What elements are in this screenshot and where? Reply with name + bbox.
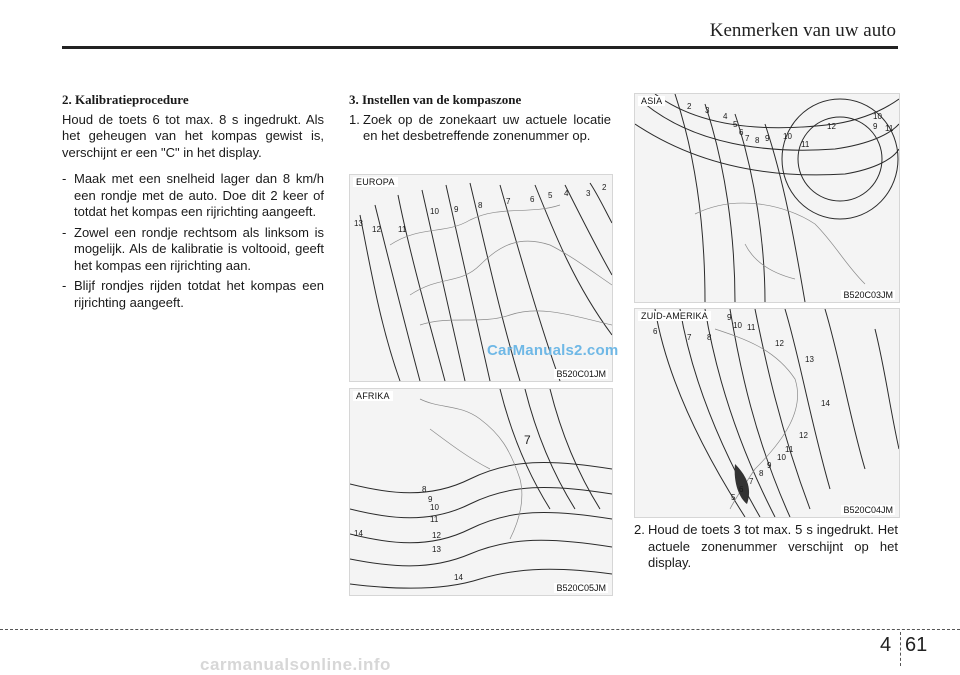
zone-number: 11: [885, 124, 894, 133]
zone-number: 8: [478, 201, 483, 210]
zone-number: 9: [727, 313, 732, 322]
zone-number: 9: [767, 461, 772, 470]
zone-number: 10: [783, 132, 792, 141]
page-number-separator: [900, 632, 902, 666]
zone-number: 12: [775, 339, 784, 348]
zone-number: 6: [653, 327, 658, 336]
page-header-title: Kenmerken van uw auto: [709, 20, 896, 41]
map-code: B520C03JM: [843, 290, 893, 300]
chapter-number: 4: [880, 634, 892, 656]
zone-number: 5: [548, 191, 553, 200]
asia-isolines: [635, 94, 899, 302]
zone-number: 7: [506, 197, 511, 206]
zone-number: 11: [801, 140, 810, 149]
zone-number: 9: [873, 122, 878, 131]
zone-number: 12: [799, 431, 808, 440]
zone-number: 3: [586, 189, 591, 198]
zone-number: 8: [707, 333, 712, 342]
zone-number: 10: [873, 112, 882, 121]
zone-number: 5: [731, 493, 736, 502]
calibration-heading: 2. Kalibratieprocedure: [62, 92, 189, 107]
zone-number: 11: [747, 323, 756, 332]
zone-number: 13: [432, 545, 441, 554]
calibration-steps: [62, 171, 324, 311]
zone-number: 10: [430, 503, 439, 512]
zone-number: 13: [354, 219, 363, 228]
zone-number: 7: [745, 134, 750, 143]
zone-number: 2: [687, 102, 692, 111]
africa-isolines: [350, 389, 612, 595]
map-code: B520C01JM: [556, 369, 606, 379]
zone-number: 6: [739, 485, 744, 494]
zone-number: 10: [733, 321, 742, 330]
zone-number: 8: [422, 485, 427, 494]
middle-column: [349, 92, 611, 145]
asia-zone-map: [634, 93, 900, 303]
zone-number: 9: [765, 134, 770, 143]
right-column: [634, 522, 898, 572]
zone-step-1: 1. Zoek op de zonekaart uw actuele locatie en het desbetreffende zonenummer op.: [349, 111, 611, 143]
zone-number: 7: [687, 333, 692, 342]
zone-number: 10: [430, 207, 439, 216]
calibration-intro: Houd de toets 6 tot max. 8 s ingedrukt. Als het geheugen van het kompas gewist is, verschijnt er een "C" in het display.: [62, 111, 324, 160]
header-rule: [62, 46, 898, 49]
zone-number: 13: [805, 355, 814, 364]
page-number: 61: [905, 634, 928, 656]
zone-number: 11: [785, 445, 794, 454]
africa-zone-map: [349, 388, 613, 596]
zone-number: 12: [372, 225, 381, 234]
map-region-label: ASIA: [638, 96, 665, 106]
zone-number: 12: [827, 122, 836, 131]
zone-number: 8: [759, 469, 764, 478]
calibration-step: - Blijf rondjes rijden totdat het kompas een rijrichting aangeeft.: [62, 278, 324, 310]
zone-number: 7: [524, 433, 531, 447]
map-region-label: AFRIKA: [353, 391, 393, 401]
zone-number: 5: [733, 120, 738, 129]
site-watermark: CarManuals2.com: [487, 342, 619, 359]
zone-number: 8: [755, 136, 760, 145]
south-america-isolines: [635, 309, 899, 517]
zone-number: 14: [354, 529, 363, 538]
zone-number: 9: [428, 495, 433, 504]
zone-number: 14: [454, 573, 463, 582]
zone-number: 10: [777, 453, 786, 462]
bottom-site-watermark: carmanualsonline.info: [200, 655, 391, 674]
zone-number: 11: [398, 225, 407, 234]
map-region-label: ZUID-AMERIKA: [638, 311, 711, 321]
map-code: B520C04JM: [843, 505, 893, 515]
map-code: B520C05JM: [556, 583, 606, 593]
zone-number: 6: [739, 128, 744, 137]
zone-number: 14: [821, 399, 830, 408]
zone-number: 4: [564, 189, 569, 198]
calibration-step: - Maak met een snelheid lager dan 8 km/h een rondje met de auto. Doe dit 2 keer of totdat het kompas een rijrichting aangeeft.: [62, 171, 324, 219]
zone-number: 9: [454, 205, 459, 214]
map-region-label: EUROPA: [353, 177, 398, 187]
zone-number: 7: [749, 477, 754, 486]
zone-number: 4: [723, 112, 728, 121]
left-column: [62, 92, 324, 315]
south-america-zone-map: [634, 308, 900, 518]
zone-number: 6: [530, 195, 535, 204]
zone-step-2: 2. Houd de toets 3 tot max. 5 s ingedrukt. Het actuele zonenummer verschijnt op het display.: [634, 522, 898, 570]
zone-number: 11: [430, 515, 439, 524]
footer-rule: [0, 629, 960, 630]
calibration-step: - Zowel een rondje rechtsom als linksom is mogelijk. Als de kalibratie is voltooid, geeft het kompas een rijrichting aan.: [62, 224, 324, 273]
zone-number: 12: [432, 531, 441, 540]
zone-number: 3: [705, 106, 710, 115]
zone-number: 2: [602, 183, 607, 192]
zone-heading: 3. Instellen van de kompaszone: [349, 92, 522, 107]
